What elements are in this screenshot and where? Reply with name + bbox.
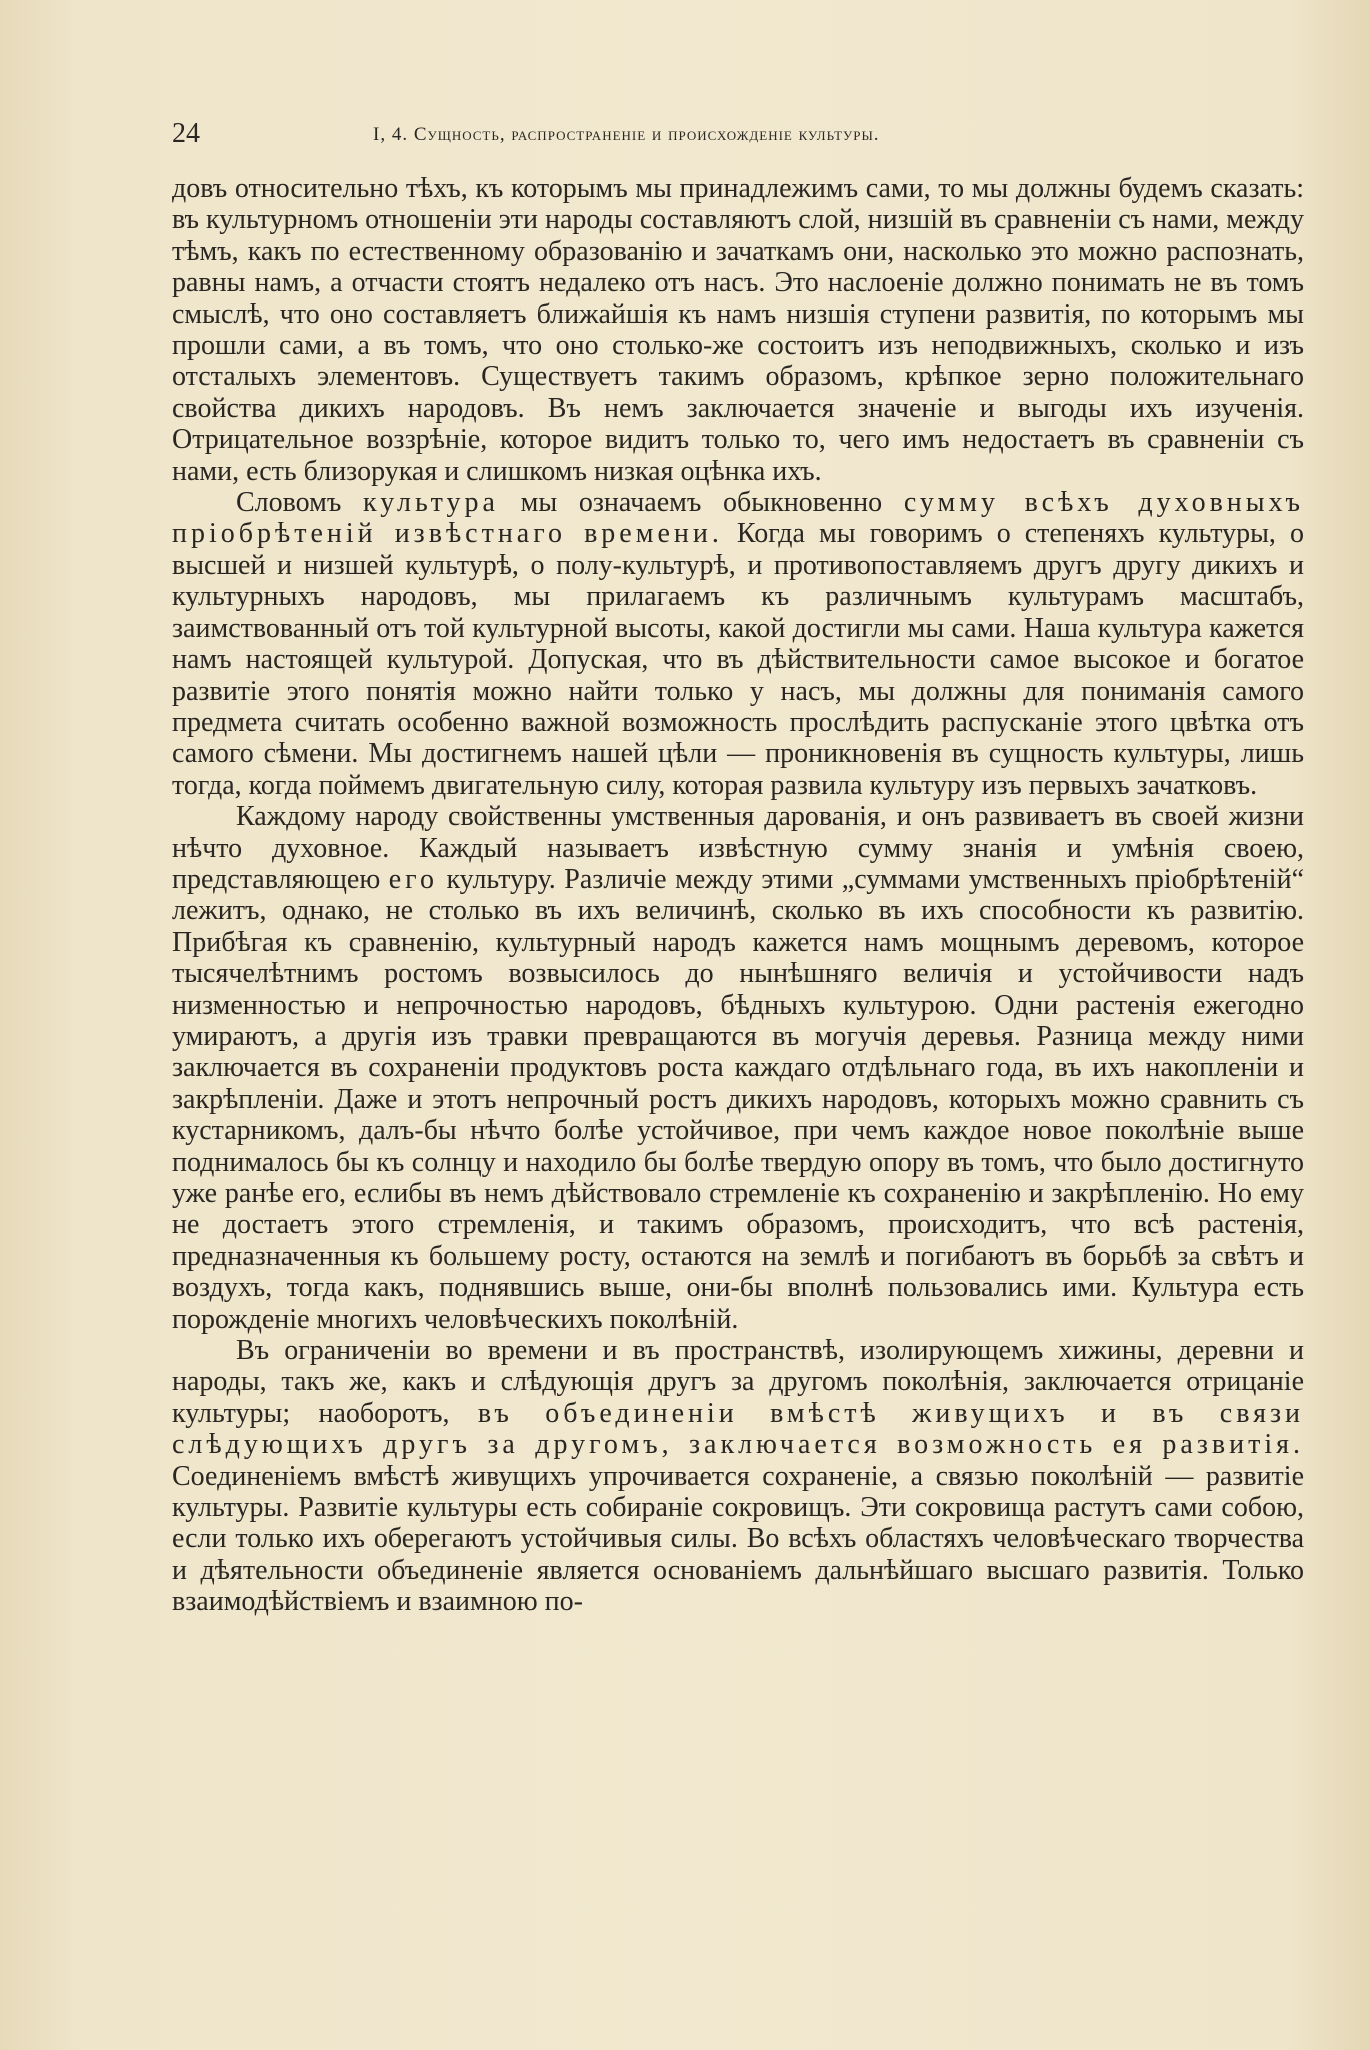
paragraph-3-part: культуру. Различіе между этими „суммами умственныхъ пріобрѣтеній“ лежитъ, однако, не столько въ ихъ величинѣ, сколько въ ихъ способности къ развитію. Прибѣгая къ сравненію, культурный народъ кажется намъ мощнымъ деревомъ, которое тысячелѣтнимъ ростомъ возвысилось до нынѣшняго величія и устойчивости надъ низменностью и непрочностью народовъ, бѣдныхъ культурою. Одни растенія ежегодно умираютъ, а другія изъ травки превращаются въ могучія деревья. Разница между ними заключается въ сохраненіи продуктовъ роста каждаго отдѣльнаго года, въ ихъ накопленіи и закрѣпленіи. Даже и этотъ непрочный ростъ дикихъ народовъ, которыхъ можно сравнить съ кустарникомъ, далъ-бы нѣчто болѣе устойчивое, при чемъ каждое новое поколѣніе выше поднималось бы къ солнцу и находило бы болѣе твердую опору въ томъ, что было достигнуто уже ранѣе его, еслибы въ немъ дѣйствовало стремленіе къ сохраненію и закрѣпленію. Но ему не достаетъ этого стремленія, и такимъ образомъ, происходитъ, что всѣ растенія, предназначенныя къ большему росту, остаются на землѣ и погибаютъ въ борьбѣ за свѣтъ и воздухъ, тогда какъ, поднявшись выше, они-бы вполнѣ пользовались ими. Культура есть порожденіе многихъ человѣческихъ поколѣній. — [172, 863, 1304, 1335]
page-number: 24 — [172, 118, 200, 149]
paragraph-1: довъ относительно тѣхъ, къ которымъ мы принадлежимъ сами, то мы должны будемъ сказать: въ культурномъ отношеніи эти народы составляютъ слой, низшій въ сравненіи съ нами, между тѣмъ, какъ по естественному образованію и зачаткамъ они, насколько это можно распознать, равны намъ, а отчасти стоятъ недалеко отъ насъ. Это наслоеніе должно понимать не въ томъ смыслѣ, что оно составляетъ ближайшія къ намъ низшія ступени развитія, по которымъ мы прошли сами, а въ томъ, что оно столько-же состоитъ изъ неподвижныхъ, сколько и изъ отсталыхъ элементовъ. Существуетъ такимъ образомъ, крѣпкое зерно положительнаго свойства дикихъ народовъ. Въ немъ заключается значеніе и выгоды ихъ изученія. Отрицательное воззрѣніе, которое видитъ только то, чего имъ недостаетъ въ сравненіи съ нами, есть близорукая и слишкомъ низкая оцѣнка ихъ. — [172, 173, 1304, 487]
paragraph-4-part: Соединеніемъ вмѣстѣ живущихъ упрочивается сохраненіе, а связью поколѣній — развитіе культуры. Развитіе культуры есть собираніе сокровищъ. Эти сокровища растутъ сами собою, если только ихъ оберегаютъ устойчивыя силы. Во всѣхъ областяхъ человѣческаго творчества и дѣятельности объединеніе является основаніемъ дальнѣйшаго высшаго развитія. Только взаимодѣйствіемъ и взаимною по- — [172, 1460, 1304, 1618]
paragraph-2 — [172, 487, 1304, 801]
paragraph-4-emphasis: въ объединеніи вмѣстѣ живущихъ и въ связи слѣдующихъ другъ за другомъ, заключается возможность ея развитія. — [172, 1397, 1304, 1461]
paragraph-4-part: Въ ограниченіи во времени и въ пространствѣ, изолирующемъ хижины, деревни и народы, такъ же, какъ и слѣдующія другъ за другомъ поколѣнія, заключается отрицаніе культуры; наоборотъ, — [172, 1335, 1304, 1429]
running-head: I, 4. Сущность, распространеніе и происхожденіе культуры. — [373, 124, 880, 145]
paragraph-4 — [172, 1335, 1304, 1618]
page-header — [172, 116, 1122, 152]
paragraph-2-emphasis: сумму всѣхъ духовныхъ пріобрѣтеній извѣстнаго времени. — [172, 487, 1305, 550]
paragraph-2-emphasis: культура — [363, 487, 499, 519]
paragraph-3-part: Каждому народу свойственны умственныя дарованія, и онъ развиваетъ въ своей жизни нѣчто духовное. Каждый называетъ извѣстную сумму знанія и умѣнія своею, представляющею — [172, 801, 1304, 895]
paragraph-3 — [172, 801, 1304, 1335]
paragraph-3-emphasis: его — [388, 863, 438, 895]
body-text — [172, 173, 1304, 1618]
paragraph-2-part: мы означаемъ обыкновенно — [498, 487, 904, 519]
paragraph-2-part: Когда мы говоримъ о степеняхъ культуры, о высшей и низшей культурѣ, о полу-культурѣ, и противопоставляемъ другъ другу дикихъ и культурныхъ народовъ, мы прилагаемъ къ различнымъ культурамъ масштабъ, заимствованный отъ той культурной высоты, какой достигли мы сами. Наша культура кажется намъ настоящей культурой. Допуская, что въ дѣйствительности самое высокое и богатое развитіе этого понятія можно найти только у насъ, мы должны для пониманія самого предмета считать особенно важной возможность прослѣдить распусканіе этого цвѣтка отъ самого сѣмени. Мы достигнемъ нашей цѣли — проникновенія въ сущность культуры, лишь тогда, когда поймемъ двигательную силу, которая развила культуру изъ первыхъ зачатковъ. — [172, 518, 1304, 801]
paragraph-2-part: Словомъ — [236, 487, 364, 519]
